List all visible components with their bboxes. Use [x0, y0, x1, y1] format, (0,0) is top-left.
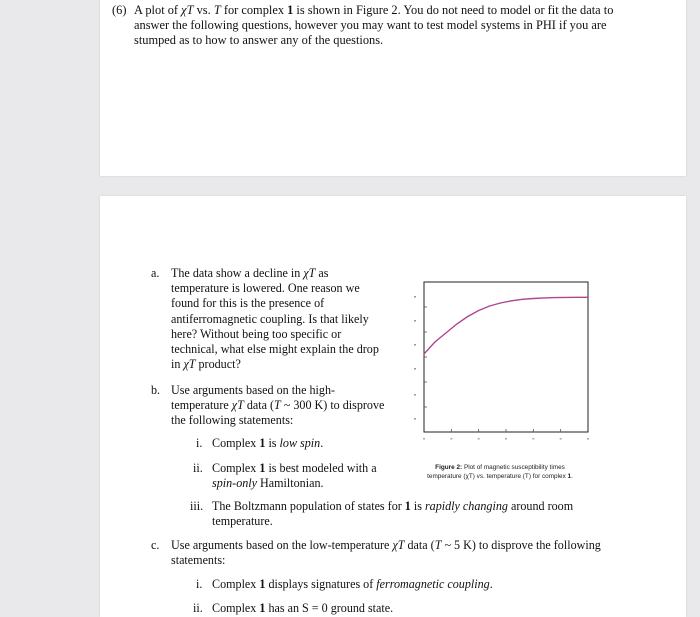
part-b-text — [171, 383, 391, 429]
caption-text-1: Plot of magnetic susceptibility times — [462, 464, 565, 471]
chi-t-vs-t-chart — [400, 276, 600, 446]
text-run: A plot of — [134, 3, 182, 17]
part-c-ii-text — [212, 601, 612, 616]
question-6-text — [134, 3, 629, 49]
part-b-iii-text — [212, 499, 592, 529]
part-c-text — [171, 538, 641, 568]
text-run: is — [410, 499, 425, 513]
text-run: vs. — [193, 3, 214, 17]
text-run: as temperature is lowered. One reason we found for this is the presence of antiferromagnetic coupling. Is that likely here? Without being too specific or technical, what else might explain the drop in — [171, 266, 379, 372]
part-b-label: b. — [151, 383, 161, 397]
text-run: T — [213, 3, 221, 17]
caption-line-1 — [400, 463, 600, 472]
figure-2-caption — [400, 463, 600, 481]
text-run: 1 — [259, 577, 266, 591]
text-run: T — [434, 538, 442, 552]
page-one — [100, 0, 686, 176]
text-run: Complex — [212, 577, 260, 591]
text-run: The data show a decline in — [171, 266, 304, 280]
text-run: Complex — [212, 601, 260, 615]
text-run: Complex — [212, 461, 260, 475]
x-tick-label-mark — [505, 438, 507, 440]
x-tick-label-mark — [532, 438, 534, 440]
part-c-ii-label: ii. — [193, 601, 203, 615]
part-b-iii-label: iii. — [190, 499, 204, 513]
part-b-i-text — [212, 436, 392, 451]
text-run: χT — [392, 538, 405, 552]
y-tick-label-mark — [414, 320, 416, 322]
y-tick-label-mark — [414, 344, 416, 346]
text-run: Complex — [212, 436, 260, 450]
y-tick-label-mark — [414, 296, 416, 298]
x-tick-label-mark — [423, 438, 425, 440]
question-number: (6) — [112, 3, 127, 17]
text-run: is shown in Figure 2. You do not need to model or fit the data to answer the following questions, however you may want to test model systems in PHI if you are stumped as to how to answer any of the questions. — [134, 3, 614, 48]
part-b-ii-text — [212, 461, 392, 491]
text-run: 1 — [259, 436, 266, 450]
series-line-chi-t — [424, 297, 588, 354]
text-run: data ( — [243, 398, 275, 413]
text-run: Use arguments based on the low-temperature — [171, 538, 393, 552]
part-c-i-text — [212, 577, 612, 592]
part-a-text — [171, 266, 383, 372]
x-tick-label-mark — [450, 438, 452, 440]
text-run: displays signatures of — [265, 577, 377, 591]
text-run: is best modeled with a — [265, 461, 377, 475]
text-run: ~ 5 K) to disprove the following statements: — [171, 538, 601, 568]
caption-end: . — [571, 473, 573, 480]
text-run: for complex — [220, 3, 288, 17]
page-two — [100, 196, 686, 617]
caption-figure-label: Figure 2: — [435, 464, 463, 471]
x-tick-label-mark — [560, 438, 562, 440]
text-run: 1 — [287, 3, 294, 17]
text-run: low spin — [279, 436, 321, 450]
part-b-i-label: i. — [196, 436, 203, 450]
text-run: product? — [195, 357, 241, 372]
text-run: T — [274, 398, 281, 413]
text-run: 1 — [259, 461, 266, 475]
text-run: 1 — [259, 601, 266, 615]
caption-complex: 1 — [567, 473, 572, 480]
x-tick-label-mark — [478, 438, 480, 440]
caption-line-2 — [400, 472, 600, 481]
text-run: is — [265, 436, 280, 450]
text-run: Hamiltonian. — [257, 476, 324, 491]
text-run: . — [489, 577, 493, 591]
y-tick-label-mark — [414, 394, 416, 396]
text-run: ~ 300 K) to disprove the following statements: — [171, 398, 385, 428]
text-run: χT — [181, 3, 194, 17]
text-run: spin-only — [212, 476, 258, 491]
y-tick-label-mark — [414, 368, 416, 370]
text-run: ferromagnetic coupling — [376, 577, 490, 591]
caption-text-2: temperature (χT) vs. temperature (T) for complex — [427, 473, 568, 480]
text-run: . — [320, 436, 324, 450]
plot-frame — [424, 282, 588, 432]
text-run: rapidly changing — [424, 499, 508, 513]
part-b-ii-label: ii. — [193, 461, 203, 475]
y-tick-label-mark — [414, 418, 416, 420]
x-tick-label-mark — [587, 438, 589, 440]
part-c-i-label: i. — [196, 577, 203, 591]
part-c-label: c. — [151, 538, 160, 552]
text-run: data ( — [404, 538, 435, 552]
text-run: Use arguments based on the high-temperature — [171, 383, 336, 413]
text-run: The Boltzmann population of states for — [212, 499, 405, 513]
text-run: around room temperature. — [212, 499, 574, 529]
text-run: χT — [231, 398, 244, 413]
text-run: χT — [303, 266, 316, 280]
text-run: 1 — [404, 499, 411, 513]
part-a-label: a. — [151, 266, 160, 280]
text-run: has an S = 0 ground state. — [265, 601, 394, 615]
text-run: χT — [183, 357, 196, 372]
